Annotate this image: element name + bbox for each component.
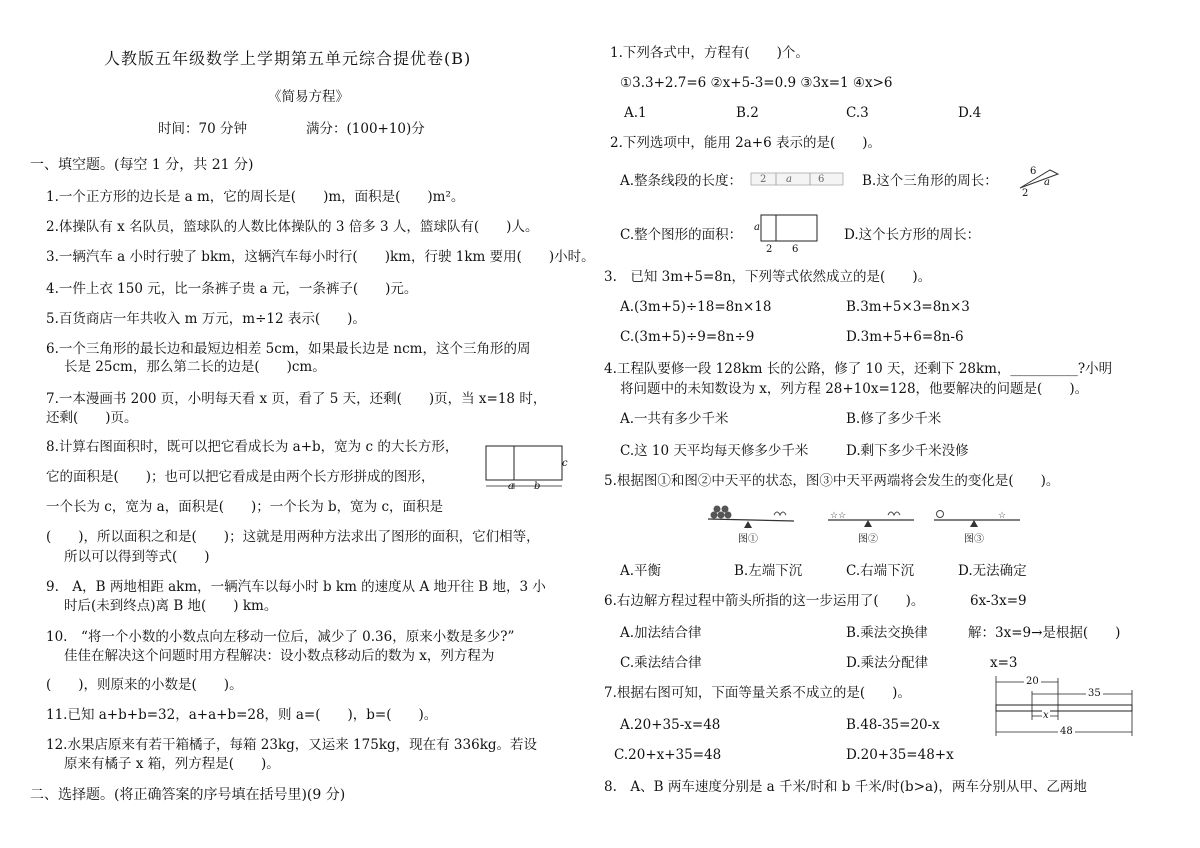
composite-label-2: 2 bbox=[766, 244, 773, 255]
q2-option-d: D.这个长方形的周长： bbox=[844, 227, 981, 243]
balance-fig-2-label: 图② bbox=[858, 534, 878, 545]
fill-question-10-line1: 10. “将一个小数的小数点向左移动一位后，减少了 0.36，原来小数是多少?” bbox=[46, 629, 515, 645]
q4-option-d: D.剩下多少千米没修 bbox=[846, 443, 969, 459]
triangle-label-2: 2 bbox=[1022, 188, 1029, 199]
svg-text:☆☆: ☆☆ bbox=[830, 511, 847, 521]
time-info: 时间：70 分钟 bbox=[158, 121, 247, 137]
fill-question-8-line4: ( )，所以面积之和是( )；这就是用两种方法求出了图形的面积，它们相等， bbox=[46, 529, 540, 545]
fill-question-8-line3: 一个长为 c，宽为 a，面积是( )；一个长为 b，宽为 c，面积是 bbox=[46, 499, 444, 515]
composite-label-a: a bbox=[754, 222, 760, 233]
q4-option-b: B.修了多少千米 bbox=[846, 411, 942, 427]
segment-label-6: 6 bbox=[818, 174, 825, 185]
fill-question-12-line2: 原来有橘子 x 箱，列方程是( )。 bbox=[64, 756, 280, 772]
fill-question-10-line3: ( )，则原来的小数是( )。 bbox=[46, 677, 243, 693]
segment-label-2: 2 bbox=[760, 174, 767, 185]
q7-option-a: A.20+35-x=48 bbox=[620, 717, 721, 733]
q3-option-b: B.3m+5×3=8n×3 bbox=[846, 299, 970, 315]
q1-option-b: B.2 bbox=[736, 105, 759, 121]
fill-question-8-line1: 8.计算右图面积时，既可以把它看成长为 a+b，宽为 c 的大长方形， bbox=[46, 439, 459, 455]
choice-question-4-line1: 4.工程队要修一段 128km 长的公路，修了 10 天，还剩下 28km，__________?小明 bbox=[604, 361, 1113, 377]
figure-label-b: b bbox=[534, 481, 541, 492]
figure-label-a: a bbox=[508, 481, 514, 492]
q2-option-c: C.整个图形的面积： bbox=[620, 227, 743, 243]
fill-question-5: 5.百货商店一年共收入 m 万元，m÷12 表示( )。 bbox=[46, 311, 366, 327]
fill-question-4: 4.一件上衣 150 元，比一条裤子贵 a 元，一条裤子( )元。 bbox=[46, 281, 418, 297]
q5-option-a: A.平衡 bbox=[620, 563, 662, 579]
equation-step-2: 解：3x=9→是根据( ) bbox=[968, 625, 1121, 641]
q1-option-c: C.3 bbox=[846, 105, 869, 121]
choice-question-7: 7.根据右图可知，下面等量关系不成立的是( )。 bbox=[604, 685, 911, 701]
fill-question-3: 3.一辆汽车 a 小时行驶了 bkm，这辆汽车每小时行( )km，行驶 1km 要用( )小时。 bbox=[46, 249, 595, 265]
q7-option-d: D.20+35=48+x bbox=[846, 747, 954, 763]
q1-option-a: A.1 bbox=[624, 105, 647, 121]
q3-option-a: A.(3m+5)÷18=8n×18 bbox=[620, 299, 772, 315]
q5-option-b: B.左端下沉 bbox=[734, 563, 803, 579]
diagram-label-x: x bbox=[1042, 707, 1050, 725]
composite-label-6: 6 bbox=[792, 244, 799, 255]
q6-option-b: B.乘法交换律 bbox=[846, 625, 928, 641]
diagram-label-20: 20 bbox=[1024, 673, 1041, 691]
choice-question-6: 6.右边解方程过程中箭头所指的这一步运用了( )。 bbox=[604, 593, 925, 609]
choice-question-1: 1.下列各式中，方程有( )个。 bbox=[610, 45, 809, 61]
segment-label-a: a bbox=[786, 174, 792, 185]
equation-step-3: x=3 bbox=[990, 655, 1018, 671]
fill-question-6-line2: 长是 25cm，那么第二长的边是( )cm。 bbox=[64, 359, 326, 375]
fill-question-11: 11.已知 a+b+b=32，a+a+b=28，则 a=( )，b=( )。 bbox=[46, 707, 438, 723]
q6-option-a: A.加法结合律 bbox=[620, 625, 702, 641]
diagram-label-48: 48 bbox=[1058, 723, 1075, 741]
paper-subtitle: 《简易方程》 bbox=[268, 89, 349, 105]
fill-question-1: 1.一个正方形的边长是 a m，它的周长是( )m，面积是( )m²。 bbox=[46, 189, 465, 205]
fill-question-9-line1: 9. A，B 两地相距 akm，一辆汽车以每小时 b km 的速度从 A 地开往 B 地，3 小 bbox=[46, 579, 546, 595]
section-2-heading: 二、选择题。(将正确答案的序号填在括号里)(9 分) bbox=[30, 787, 346, 803]
section-1-heading: 一、填空题。(每空 1 分，共 21 分) bbox=[30, 157, 254, 173]
fill-question-7-line1: 7.一本漫画书 200 页，小明每天看 x 页，看了 5 天，还剩( )页，当 x=18 时， bbox=[46, 391, 547, 407]
choice-question-8: 8. A、B 两车速度分别是 a 千米/时和 b 千米/时(b>a)，两车分别从甲、乙两地 bbox=[604, 779, 1087, 795]
fill-question-2: 2.体操队有 x 名队员，篮球队的人数比体操队的 3 倍多 3 人，篮球队有( )人。 bbox=[46, 219, 539, 235]
rectangle-area-figure bbox=[484, 444, 574, 496]
choice-question-3: 3. 已知 3m+5=8n，下列等式依然成立的是( )。 bbox=[604, 269, 932, 285]
choice-question-5: 5.根据图①和图②中天平的状态，图③中天平两端将会发生的变化是( )。 bbox=[604, 473, 1060, 489]
choice-question-2: 2.下列选项中，能用 2a+6 表示的是( )。 bbox=[610, 135, 882, 151]
equation-step-1: 6x-3x=9 bbox=[970, 593, 1027, 609]
q2-option-a: A.整条线段的长度： bbox=[620, 173, 743, 189]
composite-rectangle-figure bbox=[760, 214, 822, 244]
balance-fig-1-label: 图① bbox=[738, 534, 758, 545]
score-info: 满分：(100+10)分 bbox=[306, 121, 425, 137]
fill-question-6-line1: 6.一个三角形的最长边和最短边相差 5cm，如果最长边是 ncm，这个三角形的周 bbox=[46, 341, 531, 357]
svg-text:☆: ☆ bbox=[998, 511, 1007, 521]
q4-option-a: A.一共有多少千米 bbox=[620, 411, 729, 427]
q7-option-b: B.48-35=20-x bbox=[846, 717, 940, 733]
choice-question-4-line2: 将问题中的未知数设为 x，列方程 28+10x=128，他要解决的问题是( )。 bbox=[620, 381, 1089, 397]
q6-option-c: C.乘法结合律 bbox=[620, 655, 702, 671]
figure-label-c: c bbox=[562, 458, 568, 469]
q2-option-b: B.这个三角形的周长： bbox=[862, 173, 998, 189]
q7-option-c: C.20+x+35=48 bbox=[614, 747, 722, 763]
q3-option-d: D.3m+5+6=8n-6 bbox=[846, 329, 964, 345]
q5-option-d: D.无法确定 bbox=[958, 563, 1027, 579]
q3-option-c: C.(3m+5)÷9=8n÷9 bbox=[620, 329, 755, 345]
q5-option-c: C.右端下沉 bbox=[846, 563, 915, 579]
fill-question-8-line2: 它的面积是( )；也可以把它看成是由两个长方形拼成的图形， bbox=[46, 469, 435, 485]
q6-option-d: D.乘法分配律 bbox=[846, 655, 929, 671]
balance-fig-3-label: 图③ bbox=[964, 534, 984, 545]
choice-question-1-items: ①3.3+2.7=6 ②x+5-3=0.9 ③3x=1 ④x>6 bbox=[620, 75, 893, 91]
diagram-label-35: 35 bbox=[1086, 685, 1103, 703]
fill-question-9-line2: 时后(未到终点)离 B 地( ) km。 bbox=[64, 598, 278, 614]
triangle-label-a: a bbox=[1044, 177, 1050, 188]
q1-option-d: D.4 bbox=[958, 105, 982, 121]
fill-question-8-line5: 所以可以得到等式( ) bbox=[64, 549, 210, 565]
paper-title: 人教版五年级数学上学期第五单元综合提优卷(B) bbox=[104, 49, 472, 68]
fill-question-7-line2: 还剩( )页。 bbox=[46, 410, 138, 426]
fill-question-10-line2: 佳佳在解决这个问题时用方程解决：设小数点移动后的数为 x，列方程为 bbox=[64, 648, 495, 664]
fill-question-12-line1: 12.水果店原来有若干箱橘子，每箱 23kg，又运来 175kg，现在有 336kg。若设 bbox=[46, 737, 538, 753]
q4-option-c: C.这 10 天平均每天修多少千米 bbox=[620, 443, 809, 459]
triangle-label-6: 6 bbox=[1030, 166, 1037, 177]
